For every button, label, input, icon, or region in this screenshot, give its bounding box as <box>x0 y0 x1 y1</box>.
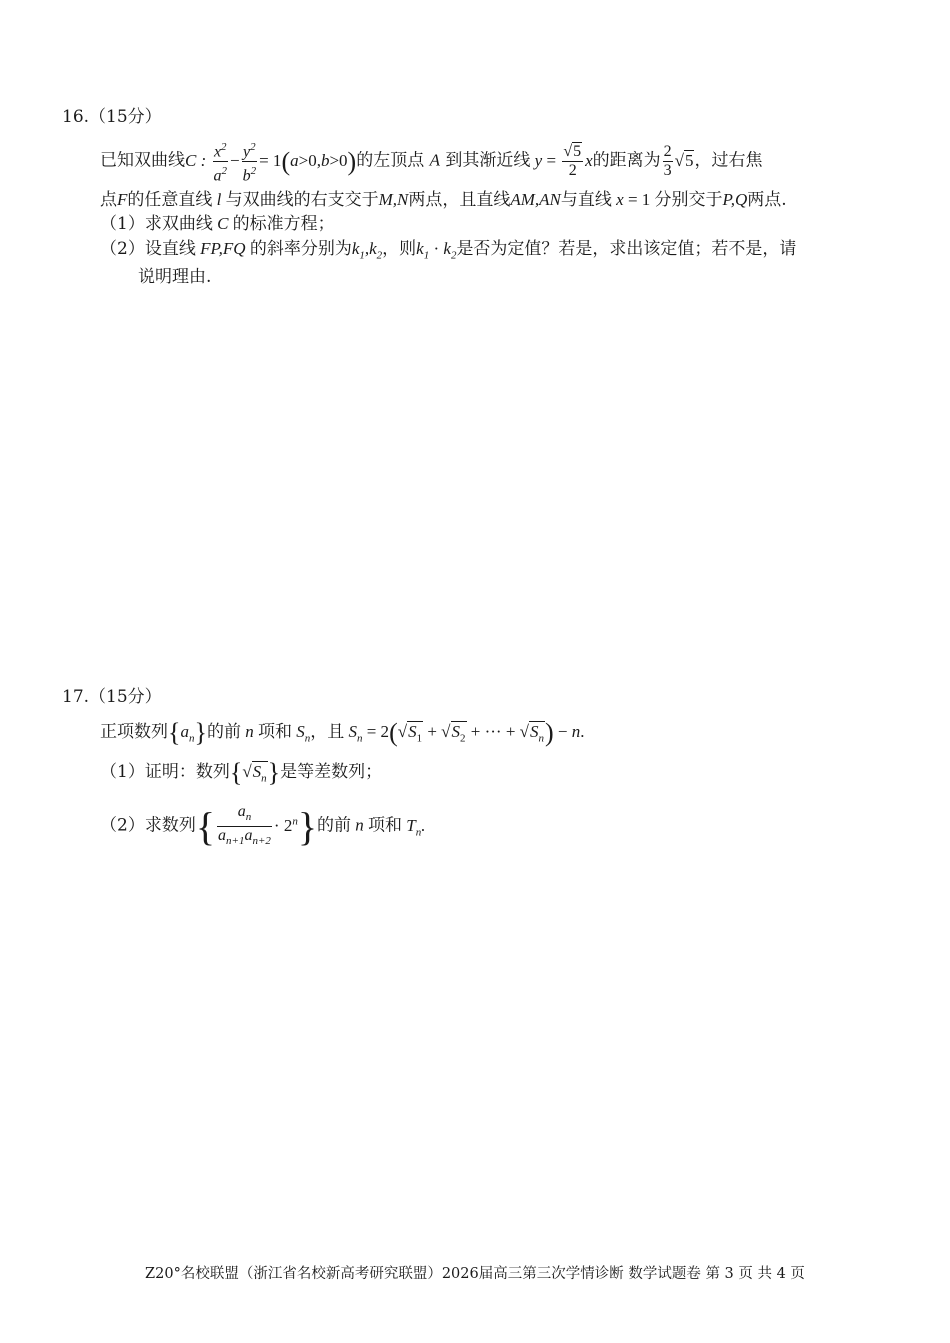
question-16-part1: （1）求双曲线 C 的标准方程； <box>100 214 335 234</box>
question-16-statement-line2: 点F的任意直线 l 与双曲线的右支交于M,N两点，且直线AM,AN与直线 x = 1 分别交于P,Q两点. <box>100 190 787 210</box>
question-17-statement: 正项数列$\{a_n\}$的前 n 项和 $S_n$，且 $S_n = 2(√S_1 + √S_2$ + ··· + $√S_n) - n$. <box>100 718 585 748</box>
page-footer: Z20°名校联盟（浙江省名校新高考研究联盟）2026届高三第三次学情诊断 数学试题卷 第 3 页 共 4 页 <box>145 1266 805 1282</box>
hyperbola-equation: C : $\frac{x^2}{a^2}$ − $\frac{y^2}{b^2}$ = 1(a>0,b>0) <box>185 151 356 170</box>
question-16-statement-line1: 已知双曲线C : $\frac{x^2}{a^2}$ − $\frac{y^2}{b^2}$ = 1(a>0,b>0)的左顶点 A 到其渐近线 y = $\frac{√5}{2}$ x的距离为 $\frac{2}{3}$ √5，过右焦 <box>100 138 762 186</box>
asymptote-equation: y = $\frac{√5}{2}$ x <box>530 143 593 180</box>
sum-equation: $S_n = 2(√S_1 + √S_2$ + ··· + $√S_n) - n$. <box>344 718 585 748</box>
distance-value: $\frac{2}{3}$ √5 <box>663 143 694 180</box>
question-16-part2: （2）设直线 FP,FQ 的斜率分别为$k_1,k_2$，则$k_1 \cdot k_2$是否为定值？若是，求出该定值；若不是，请 <box>100 239 797 262</box>
question-17-header: 17.（15分） <box>62 687 162 707</box>
question-16-part2-cont: 说明理由. <box>138 267 212 287</box>
question-17-part2: （2）求数列{ $\frac{a_n}{a_{n+1}a_{n+2}}$ · $2^n$}的前 n 项和 $T_n$. <box>100 803 426 849</box>
sequence-expression: { $\frac{a_n}{a_{n+1}a_{n+2}}$ · $2^n$} <box>195 803 318 849</box>
question-17-part1: （1）证明：数列$\{√S_n\}$是等差数列； <box>100 758 383 788</box>
question-16-header: 16.（15分） <box>62 107 162 127</box>
